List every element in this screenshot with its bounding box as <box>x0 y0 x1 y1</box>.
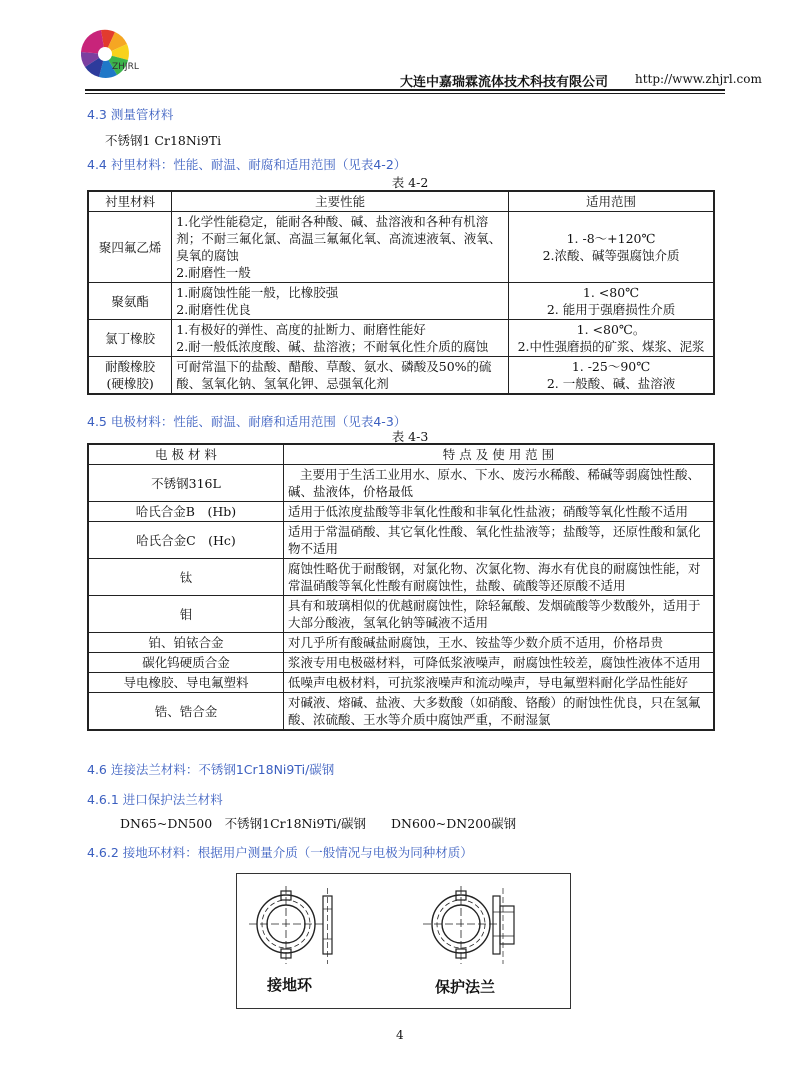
section-4-6-heading: 4.6 连接法兰材料：不锈钢1Cr18Ni9Ti/碳钢 <box>87 762 335 777</box>
material-cell: 钛 <box>88 559 283 596</box>
table-header-row <box>88 444 714 465</box>
table-row <box>88 522 714 559</box>
section-4-3-heading: 4.3 测量管材料 <box>87 107 174 122</box>
col-header: 衬里材料 <box>88 191 172 212</box>
performance-line: 2.耐磨性一般 <box>176 265 251 280</box>
performance-line: 1.化学性能稳定，能耐各种酸、碱、盐溶液和各种有机溶剂；不耐三氟化氯、高温三氟氟化氧、高流速液氧、液氧、臭氧的腐蚀 <box>176 214 502 263</box>
description-cell: 适用于常温硝酸、其它氧化性酸、氧化性盐液等；盐酸等，还原性酸和氯化物不适用 <box>283 522 714 559</box>
table-4-2-caption: 表 4-2 <box>391 175 429 190</box>
header-rule <box>85 89 725 91</box>
section-4-5-heading: 4.5 电极材料：性能、耐温、耐磨和适用范围（见表4-3） <box>87 414 407 429</box>
material-cell: 不锈钢316L <box>88 465 283 502</box>
material-cell: 锆、锆合金 <box>88 693 283 731</box>
section-4-3-text: 不锈钢1 Cr18Ni9Ti <box>105 133 222 148</box>
range-line: 1. <80℃。 <box>576 322 646 337</box>
description-cell: 对几乎所有酸碱盐耐腐蚀，王水、铵盐等少数介质不适用，价格昂贵 <box>283 633 714 653</box>
material-cell: 哈氏合金B (Hb) <box>88 502 283 522</box>
performance-cell <box>172 283 509 320</box>
performance-line: 2.耐一般低浓度酸、碱、盐溶液；不耐氧化性介质的腐蚀 <box>176 339 489 354</box>
performance-cell <box>172 212 509 283</box>
table-row <box>88 357 714 395</box>
range-line: 1. <80℃ <box>582 285 640 300</box>
table-row <box>88 653 714 673</box>
material-cell: 导电橡胶、导电氟塑料 <box>88 673 283 693</box>
protective-flange-side-icon <box>493 888 514 964</box>
performance-cell <box>172 357 509 395</box>
section-4-6-1-text: DN65~DN500 不锈钢1Cr18Ni9Ti/碳钢 DN600~DN200碳钢 <box>120 816 517 831</box>
section-4-6-2-heading: 4.6.2 接地环材料：根据用户测量介质（一般情况与电极为同种材质） <box>87 845 473 860</box>
page-number: 4 <box>396 1028 404 1042</box>
performance-cell <box>172 320 509 357</box>
col-header: 特 点 及 使 用 范 围 <box>283 444 714 465</box>
range-cell <box>509 320 714 357</box>
section-4-4-heading: 4.4 衬里材料：性能、耐温、耐腐和适用范围（见表4-2） <box>87 157 407 172</box>
range-line: 1. -8～+120℃ <box>566 231 656 246</box>
table-row <box>88 320 714 357</box>
range-line: 2.中性强磨损的矿浆、煤浆、泥浆 <box>517 339 705 354</box>
range-line: 2. 能用于强磨损性介质 <box>546 302 676 317</box>
material-cell: 哈氏合金C (Hc) <box>88 522 283 559</box>
grounding-ring-front-icon <box>249 886 323 964</box>
material-cell: 聚四氟乙烯 <box>88 212 172 283</box>
col-header: 适用范围 <box>509 191 714 212</box>
header-rule-thin <box>85 93 725 94</box>
performance-line: 1.有极好的弹性、高度的扯断力、耐磨性能好 <box>176 322 426 337</box>
description-cell: 主要用于生活工业用水、原水、下水、废污水稀酸、稀碱等弱腐蚀性酸、碱、盐液体，价格最低 <box>283 465 714 502</box>
section-4-6-1-heading: 4.6.1 进口保护法兰材料 <box>87 792 223 807</box>
material-cell: 氯丁橡胶 <box>88 320 172 357</box>
page-header <box>0 0 802 92</box>
protective-flange-label: 保护法兰 <box>435 978 496 996</box>
performance-line: 可耐常温下的盐酸、醋酸、草酸、氨水、磷酸及50%的硫酸、氢氧化钠、氢氧化钾、忌强氧化剂 <box>176 359 492 391</box>
material-cell: 聚氨酯 <box>88 283 172 320</box>
company-name: 大连中嘉瑞霖流体技术科技有限公司 <box>400 75 609 90</box>
company-logo-icon <box>70 26 140 86</box>
description-cell: 浆液专用电极磁材料，可降低浆液噪声，耐腐蚀性较差，腐蚀性液体不适用 <box>283 653 714 673</box>
table-row <box>88 596 714 633</box>
figure-box <box>236 873 571 1009</box>
grounding-ring-label: 接地环 <box>267 976 313 994</box>
table-4-3 <box>87 443 715 731</box>
description-cell: 低噪声电极材料，可抗浆液噪声和流动噪声，导电氟塑料耐化学品性能好 <box>283 673 714 693</box>
col-header: 电 极 材 料 <box>88 444 283 465</box>
range-cell <box>509 357 714 395</box>
material-cell: 耐酸橡胶 (硬橡胶) <box>88 357 172 395</box>
table-row <box>88 212 714 283</box>
table-row <box>88 283 714 320</box>
table-row <box>88 559 714 596</box>
table-row <box>88 502 714 522</box>
description-cell: 适用于低浓度盐酸等非氧化性酸和非氧化性盐液；硝酸等氧化性酸不适用 <box>283 502 714 522</box>
company-url[interactable]: http://www.zhjrl.com <box>635 72 762 86</box>
table-header-row <box>88 191 714 212</box>
logo-text: ZHJRL <box>112 62 139 72</box>
col-header: 主要性能 <box>172 191 509 212</box>
table-row <box>88 673 714 693</box>
range-line: 2. 一般酸、碱、盐溶液 <box>546 376 676 391</box>
table-row <box>88 633 714 653</box>
table-4-3-caption: 表 4-3 <box>391 429 429 444</box>
description-cell: 具有和玻璃相似的优越耐腐蚀性，除轻氟酸、发烟硫酸等少数酸外，适用于大部分酸液，氢氧化钠等碱液不适用 <box>283 596 714 633</box>
range-line: 1. -25～90℃ <box>571 359 651 374</box>
material-cell: 钼 <box>88 596 283 633</box>
range-cell <box>509 212 714 283</box>
material-cell: 铂、铂铱合金 <box>88 633 283 653</box>
description-cell: 对碱液、熔碱、盐液、大多数酸（如硝酸、铬酸）的耐蚀性优良，只在氢氟酸、浓硫酸、王水等介质中腐蚀严重，不耐湿氯 <box>283 693 714 731</box>
description-cell: 腐蚀性略优于耐酸钢，对氯化物、次氯化物、海水有优良的耐腐蚀性能，对常温硝酸等氧化性酸有耐腐蚀性，盐酸、硫酸等还原酸不适用 <box>283 559 714 596</box>
protective-flange-front-icon <box>423 886 499 964</box>
table-row <box>88 465 714 502</box>
grounding-ring-side-icon <box>323 888 332 964</box>
range-line: 2.浓酸、碱等强腐蚀介质 <box>542 248 680 263</box>
performance-line: 1.耐腐蚀性能一般，比橡胶强 <box>176 285 339 300</box>
performance-line: 2.耐磨性优良 <box>176 302 251 317</box>
table-4-2 <box>87 190 715 395</box>
table-row <box>88 693 714 731</box>
range-cell <box>509 283 714 320</box>
material-cell: 碳化钨硬质合金 <box>88 653 283 673</box>
